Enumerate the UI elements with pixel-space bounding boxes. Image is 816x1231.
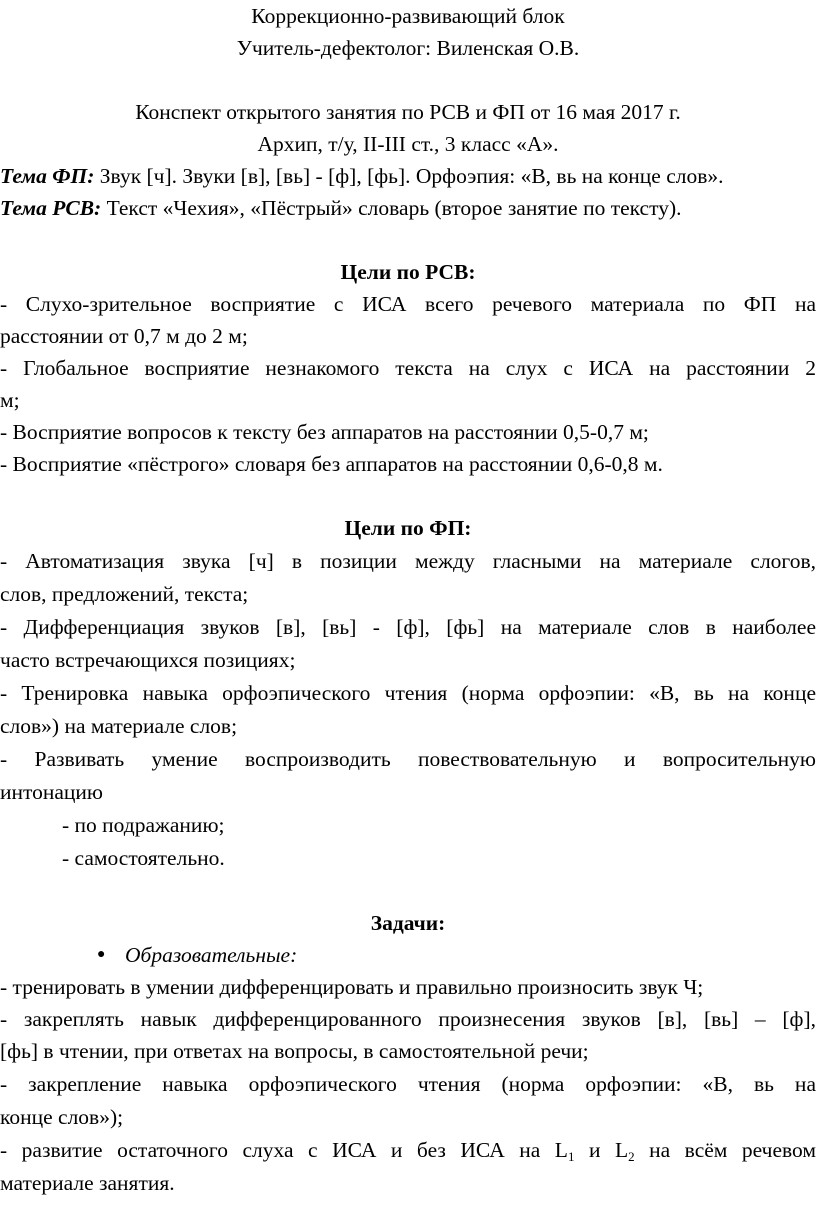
goals-rsv-line: - Слухо-зрительное восприятие с ИСА всего речевого материала по ФП на: [0, 292, 816, 316]
bullet-dot-icon: ●: [97, 947, 106, 962]
goals-rsv-line: - Восприятие вопросов к тексту без аппаратов на расстоянии 0,5-0,7 м;: [0, 420, 649, 444]
topic-fp-label: Тема ФП:: [0, 164, 95, 188]
tasks-line: [фь] в чтении, при ответах на вопросы, в самостоятельной речи;: [0, 1039, 589, 1063]
block-title: Коррекционно-развивающий блок: [251, 4, 565, 28]
lesson-title: Конспект открытого занятия по РСВ и ФП от 16 мая 2017 г.: [135, 100, 681, 124]
tasks-line: - закреплять навык дифференцированного произнесения звуков [в], [вь] – [ф],: [0, 1007, 816, 1031]
tasks-line: - закрепление навыка орфоэпического чтения (норма орфоэпии: «В, вь на: [0, 1072, 816, 1096]
goals-rsv-line: - Восприятие «пёстрого» словаря без аппаратов на расстоянии 0,6-0,8 м.: [0, 452, 663, 476]
goals-fp-subitem: - самостоятельно.: [62, 846, 225, 870]
subscript-2: 2: [628, 1149, 635, 1164]
tasks-line-text: на всём речевом: [634, 1138, 816, 1162]
student-line: Архип, т/у, II-III ст., 3 класс «А».: [257, 132, 559, 156]
goals-fp-line: интонацию: [0, 780, 103, 804]
goals-fp-line: - Развивать умение воспроизводить повествовательную и вопросительную: [0, 747, 816, 771]
topic-rsv-text: Текст «Чехия», «Пёстрый» словарь (второе занятие по тексту).: [101, 196, 682, 220]
topic-rsv-label: Тема РСВ:: [0, 196, 102, 220]
goals-fp-line: слов, предложений, текста;: [0, 582, 249, 606]
tasks-bullet-label: Образовательные:: [125, 943, 298, 967]
goals-rsv-heading: Цели по РСВ:: [340, 260, 476, 284]
topic-rsv: [0, 192, 816, 224]
tasks-line-text: - развитие остаточного слуха с ИСА и без ИСА на L: [0, 1138, 568, 1162]
goals-fp-line: - Дифференциация звуков [в], [вь] - [ф], [фь] на материале слов в наиболее: [0, 615, 816, 639]
goals-fp-line: - Автоматизация звука [ч] в позиции между гласными на материале слогов,: [0, 549, 816, 573]
goals-fp-heading: Цели по ФП:: [344, 516, 472, 540]
topic-fp: [0, 160, 816, 192]
tasks-line: конце слов»);: [0, 1105, 124, 1129]
goals-fp-line: - Тренировка навыка орфоэпического чтения (норма орфоэпии: «В, вь на конце: [0, 681, 816, 705]
goals-fp-line: часто встречающихся позициях;: [0, 648, 296, 672]
topic-fp-text: Звук [ч]. Звуки [в], [вь] - [ф], [фь]. Орфоэпия: «В, вь на конце слов».: [94, 164, 724, 188]
goals-rsv-line: - Глобальное восприятие незнакомого текста на слух с ИСА на расстоянии 2: [0, 356, 816, 380]
tasks-heading: Задачи:: [370, 911, 446, 935]
tasks-line-text: и L: [574, 1138, 629, 1162]
tasks-line: - тренировать в умении дифференцировать и правильно произносить звук Ч;: [0, 975, 704, 999]
goals-fp-subitem: - по подражанию;: [62, 813, 225, 837]
goals-fp-line: слов») на материале слов;: [0, 714, 238, 738]
goals-rsv-line: расстоянии от 0,7 м до 2 м;: [0, 324, 248, 348]
goals-rsv-line: м;: [0, 388, 20, 412]
teacher-line: Учитель-дефектолог: Виленская О.В.: [236, 36, 580, 60]
subscript-1: 1: [567, 1149, 575, 1164]
tasks-line: материале занятия.: [0, 1171, 175, 1195]
tasks-line-residual-hearing: [0, 1134, 816, 1166]
